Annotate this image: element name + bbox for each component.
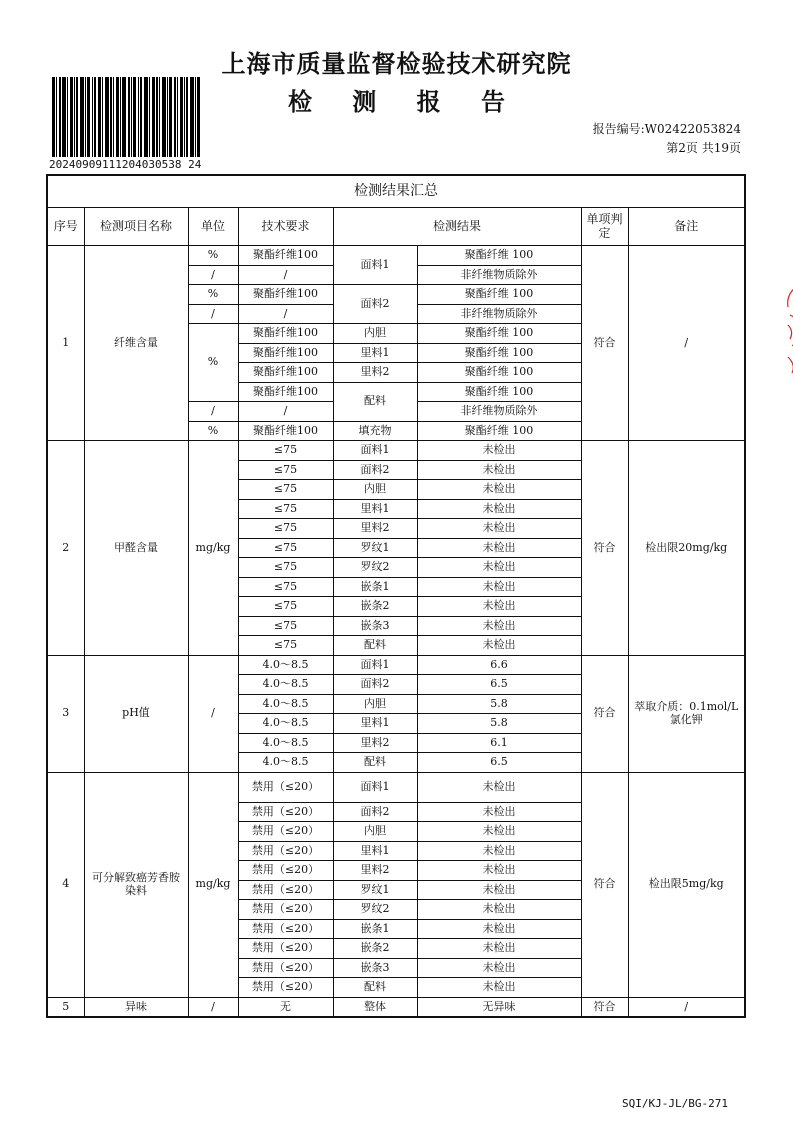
requirement-cell: 聚酯纤维100 — [238, 363, 333, 383]
part-cell: 内胆 — [333, 822, 417, 842]
result-cell: 未检出 — [417, 460, 581, 480]
unit-cell: % — [188, 421, 238, 441]
requirement-cell: ≤75 — [238, 441, 333, 461]
part-cell: 里料1 — [333, 343, 417, 363]
table-row — [47, 246, 745, 266]
part-cell: 罗纹2 — [333, 900, 417, 920]
result-cell: 未检出 — [417, 577, 581, 597]
part-cell: 面料2 — [333, 460, 417, 480]
requirement-cell: ≤75 — [238, 519, 333, 539]
barcode-number: 20240909111204030538 24 — [49, 158, 202, 171]
part-cell: 内胆 — [333, 480, 417, 500]
part-cell: 里料2 — [333, 733, 417, 753]
report-number: 报告编号:W02422053824 — [592, 122, 741, 136]
remark-cell: 检出限5mg/kg — [628, 772, 745, 997]
report-title: 检 测 报 告 — [287, 87, 522, 116]
judgement-cell: 符合 — [581, 772, 628, 997]
part-cell: 里料1 — [333, 841, 417, 861]
part-cell: 里料1 — [333, 714, 417, 734]
header-unit: 单位 — [188, 208, 238, 246]
table-row — [47, 655, 745, 675]
requirement-cell: 4.0～8.5 — [238, 714, 333, 734]
part-cell: 罗纹1 — [333, 880, 417, 900]
result-cell: 未检出 — [417, 900, 581, 920]
result-cell: 6.5 — [417, 753, 581, 773]
part-cell: 整体 — [333, 997, 417, 1017]
part-cell: 面料1 — [333, 655, 417, 675]
unit-cell: mg/kg — [188, 441, 238, 656]
result-cell: 未检出 — [417, 519, 581, 539]
red-stamp-edge — [782, 285, 793, 375]
requirement-cell: 4.0～8.5 — [238, 694, 333, 714]
part-cell: 面料2 — [333, 675, 417, 695]
result-cell: 聚酯纤维 100 — [417, 363, 581, 383]
judgement-cell: 符合 — [581, 655, 628, 772]
requirement-cell: 聚酯纤维100 — [238, 246, 333, 266]
requirement-cell: 禁用（≤20） — [238, 919, 333, 939]
unit-cell: / — [188, 402, 238, 422]
requirement-cell: 聚酯纤维100 — [238, 285, 333, 305]
part-cell: 罗纹2 — [333, 558, 417, 578]
part-cell: 面料2 — [333, 802, 417, 822]
part-cell: 面料1 — [333, 441, 417, 461]
part-cell: 面料1 — [333, 246, 417, 285]
result-cell: 非纤维物质除外 — [417, 402, 581, 422]
requirement-cell: 禁用（≤20） — [238, 880, 333, 900]
remark-cell: / — [628, 997, 745, 1017]
header-requirement: 技术要求 — [238, 208, 333, 246]
result-cell: 未检出 — [417, 499, 581, 519]
requirement-cell: 禁用（≤20） — [238, 802, 333, 822]
part-cell: 填充物 — [333, 421, 417, 441]
requirement-cell: 禁用（≤20） — [238, 841, 333, 861]
requirement-cell: 4.0～8.5 — [238, 753, 333, 773]
part-cell: 嵌条2 — [333, 597, 417, 617]
remark-cell: 检出限20mg/kg — [628, 441, 745, 656]
table-row — [47, 772, 745, 802]
result-cell: 无异味 — [417, 997, 581, 1017]
part-cell: 配料 — [333, 753, 417, 773]
result-cell: 未检出 — [417, 802, 581, 822]
result-cell: 未检出 — [417, 841, 581, 861]
table-row — [47, 441, 745, 461]
requirement-cell: 聚酯纤维100 — [238, 421, 333, 441]
result-cell: 聚酯纤维 100 — [417, 343, 581, 363]
header-item: 检测项目名称 — [84, 208, 188, 246]
result-cell: 未检出 — [417, 480, 581, 500]
part-cell: 配料 — [333, 978, 417, 998]
results-summary-table — [46, 174, 746, 1018]
result-cell: 聚酯纤维 100 — [417, 382, 581, 402]
part-cell: 嵌条2 — [333, 939, 417, 959]
part-cell: 嵌条3 — [333, 616, 417, 636]
part-cell: 里料2 — [333, 519, 417, 539]
page-info: 第2页 共19页 — [666, 141, 741, 155]
requirement-cell: 无 — [238, 997, 333, 1017]
result-cell: 未检出 — [417, 919, 581, 939]
remark-cell: / — [628, 246, 745, 441]
item-no: 4 — [47, 772, 84, 997]
requirement-cell: 禁用（≤20） — [238, 822, 333, 842]
item-name: 可分解致癌芳香胺染料 — [84, 772, 188, 997]
item-name: pH值 — [84, 655, 188, 772]
table-row — [47, 997, 745, 1017]
requirement-cell: 聚酯纤维100 — [238, 343, 333, 363]
item-no: 5 — [47, 997, 84, 1017]
part-cell: 面料1 — [333, 772, 417, 802]
requirement-cell: ≤75 — [238, 597, 333, 617]
requirement-cell: ≤75 — [238, 499, 333, 519]
part-cell: 面料2 — [333, 285, 417, 324]
result-cell: 未检出 — [417, 939, 581, 959]
result-cell: 6.1 — [417, 733, 581, 753]
result-cell: 未检出 — [417, 538, 581, 558]
table-caption: 检测结果汇总 — [47, 175, 745, 208]
item-no: 1 — [47, 246, 84, 441]
part-cell: 里料1 — [333, 499, 417, 519]
result-cell: 聚酯纤维 100 — [417, 421, 581, 441]
result-cell: 6.5 — [417, 675, 581, 695]
requirement-cell: 聚酯纤维100 — [238, 324, 333, 344]
requirement-cell: 聚酯纤维100 — [238, 382, 333, 402]
part-cell: 罗纹1 — [333, 538, 417, 558]
result-cell: 未检出 — [417, 861, 581, 881]
part-cell: 配料 — [333, 636, 417, 656]
item-name: 异味 — [84, 997, 188, 1017]
requirement-cell: 禁用（≤20） — [238, 958, 333, 978]
part-cell: 配料 — [333, 382, 417, 421]
judgement-cell: 符合 — [581, 997, 628, 1017]
result-cell: 未检出 — [417, 978, 581, 998]
result-cell: 5.8 — [417, 694, 581, 714]
result-cell: 5.8 — [417, 714, 581, 734]
item-no: 3 — [47, 655, 84, 772]
requirement-cell: ≤75 — [238, 480, 333, 500]
requirement-cell: ≤75 — [238, 538, 333, 558]
item-name: 纤维含量 — [84, 246, 188, 441]
header-remark: 备注 — [628, 208, 745, 246]
unit-cell: % — [188, 285, 238, 305]
unit-cell: / — [188, 304, 238, 324]
header-no: 序号 — [47, 208, 84, 246]
result-cell: 未检出 — [417, 822, 581, 842]
result-cell: 未检出 — [417, 880, 581, 900]
requirement-cell: / — [238, 304, 333, 324]
item-no: 2 — [47, 441, 84, 656]
requirement-cell: ≤75 — [238, 636, 333, 656]
part-cell: 嵌条1 — [333, 919, 417, 939]
requirement-cell: 4.0～8.5 — [238, 733, 333, 753]
result-cell: 未检出 — [417, 958, 581, 978]
result-cell: 未检出 — [417, 636, 581, 656]
result-cell: 未检出 — [417, 616, 581, 636]
requirement-cell: ≤75 — [238, 616, 333, 636]
requirement-cell: 4.0～8.5 — [238, 675, 333, 695]
requirement-cell: 禁用（≤20） — [238, 939, 333, 959]
header-judgement: 单项判定 — [581, 208, 628, 246]
part-cell: 内胆 — [333, 324, 417, 344]
judgement-cell: 符合 — [581, 441, 628, 656]
requirement-cell: 禁用（≤20） — [238, 900, 333, 920]
result-cell: 聚酯纤维 100 — [417, 246, 581, 266]
requirement-cell: 禁用（≤20） — [238, 861, 333, 881]
requirement-cell: 4.0～8.5 — [238, 655, 333, 675]
unit-cell: / — [188, 655, 238, 772]
unit-cell: / — [188, 997, 238, 1017]
part-cell: 里料2 — [333, 861, 417, 881]
result-cell: 聚酯纤维 100 — [417, 324, 581, 344]
result-cell: 6.6 — [417, 655, 581, 675]
part-cell: 里料2 — [333, 363, 417, 383]
unit-cell: mg/kg — [188, 772, 238, 997]
unit-cell: % — [188, 324, 238, 402]
part-cell: 嵌条1 — [333, 577, 417, 597]
result-cell: 未检出 — [417, 441, 581, 461]
requirement-cell: ≤75 — [238, 577, 333, 597]
judgement-cell: 符合 — [581, 246, 628, 441]
result-cell: 未检出 — [417, 558, 581, 578]
unit-cell: / — [188, 265, 238, 285]
result-cell: 未检出 — [417, 772, 581, 802]
institute-name: 上海市质量监督检验技术研究院 — [221, 49, 572, 78]
result-cell: 未检出 — [417, 597, 581, 617]
unit-cell: % — [188, 246, 238, 266]
requirement-cell: ≤75 — [238, 460, 333, 480]
requirement-cell: / — [238, 402, 333, 422]
document-code: SQI/KJ-JL/BG-271 — [622, 1097, 728, 1110]
requirement-cell: 禁用（≤20） — [238, 772, 333, 802]
header-result: 检测结果 — [333, 208, 581, 246]
requirement-cell: ≤75 — [238, 558, 333, 578]
requirement-cell: / — [238, 265, 333, 285]
result-cell: 非纤维物质除外 — [417, 265, 581, 285]
item-name: 甲醛含量 — [84, 441, 188, 656]
remark-cell: 萃取介质：0.1mol/L氯化钾 — [628, 655, 745, 772]
result-cell: 聚酯纤维 100 — [417, 285, 581, 305]
part-cell: 嵌条3 — [333, 958, 417, 978]
barcode-image — [52, 77, 200, 157]
part-cell: 内胆 — [333, 694, 417, 714]
requirement-cell: 禁用（≤20） — [238, 978, 333, 998]
result-cell: 非纤维物质除外 — [417, 304, 581, 324]
